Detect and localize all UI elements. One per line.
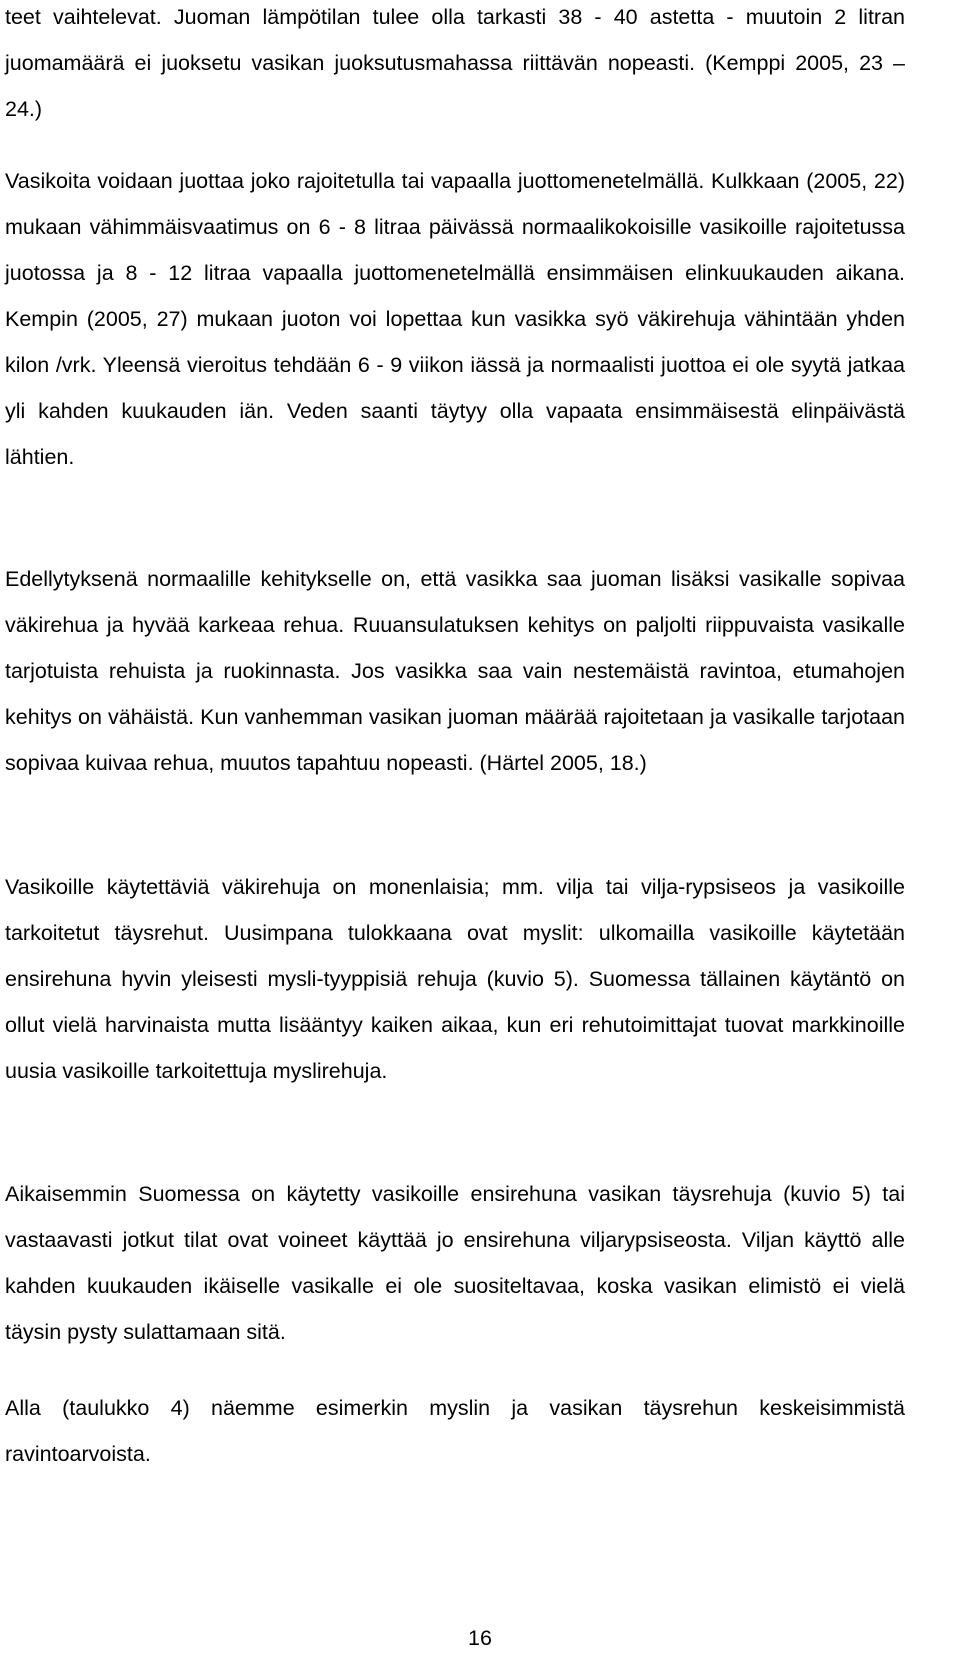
page-number: 16 [468,1626,492,1650]
paragraph: Edellytyksenä normaalille kehitykselle on, että vasikka saa juoman lisäksi vasikalle sopivaa väkirehua ja hyvää karkeaa rehua. Ruuansulatuksen kehitys on paljolti riippuvaista vasikalle tarjotuista rehuista ja ruokinnasta. Jos vasikka saa vain nestemäistä ravintoa, etumahojen kehitys on vähäistä. Kun vanhemman vasikan juoman määrää rajoitetaan ja vasikalle tarjotaan sopivaa kuivaa rehua, muutos tapahtuu nopeasti. (Härtel 2005, 18.) [5,567,905,775]
paragraph: Aikaisemmin Suomessa on käytetty vasikoille ensirehuna vasikan täysrehuja (kuvio 5) tai vastaavasti jotkut tilat ovat voineet käyttää jo ensirehuna viljarypsiseosta. Viljan käyttö alle kahden kuukauden ikäiselle vasikalle ei ole suositeltavaa, koska vasikan elimistö ei vielä täysin pysty sulattamaan sitä. [5,1182,905,1344]
paragraph: Vasikoita voidaan juottaa joko rajoitetulla tai vapaalla juottomenetelmällä. Kulkkaan (2005, 22) mukaan vähimmäisvaatimus on 6 - 8 litraa päivässä normaalikokoisille vasikoille rajoitetussa juotossa ja 8 - 12 litraa vapaalla juottomenetelmällä ensimmäisen elinkuukauden aikana. Kempin (2005, 27) mukaan juoton voi lopettaa kun vasikka syö väkirehuja vähintään yhden kilon /vrk. Yleensä vieroitus tehdään 6 - 9 viikon iässä ja normaalisti juottoa ei ole syytä jatkaa yli kahden kuukauden iän. Veden saanti täytyy olla vapaata ensimmäisestä elinpäivästä lähtien. [5,169,905,469]
paragraph: Alla (taulukko 4) näemme esimerkin myslin ja vasikan täysrehun keskeisimmistä ravintoarvoista. [5,1396,905,1466]
paragraph: Vasikoille käytettäviä väkirehuja on monenlaisia; mm. vilja tai vilja-rypsiseos ja vasikoille tarkoitetut täysrehut. Uusimpana tulokkaana ovat myslit: ulkomailla vasikoille käytetään ensirehuna hyvin yleisesti mysli-tyyppisiä rehuja (kuvio 5). Suomessa tällainen käytäntö on ollut vielä harvinaista mutta lisääntyy kaiken aikaa, kun eri rehutoimittajat tuovat markkinoille uusia vasikoille tarkoitettuja myslirehuja. [5,875,905,1083]
paragraph: teet vaihtelevat. Juoman lämpötilan tulee olla tarkasti 38 - 40 astetta - muutoin 2 litran juomamäärä ei juoksetu vasikan juoksutusmahassa riittävän nopeasti. (Kemppi 2005, 23 – 24.) [5,5,905,121]
